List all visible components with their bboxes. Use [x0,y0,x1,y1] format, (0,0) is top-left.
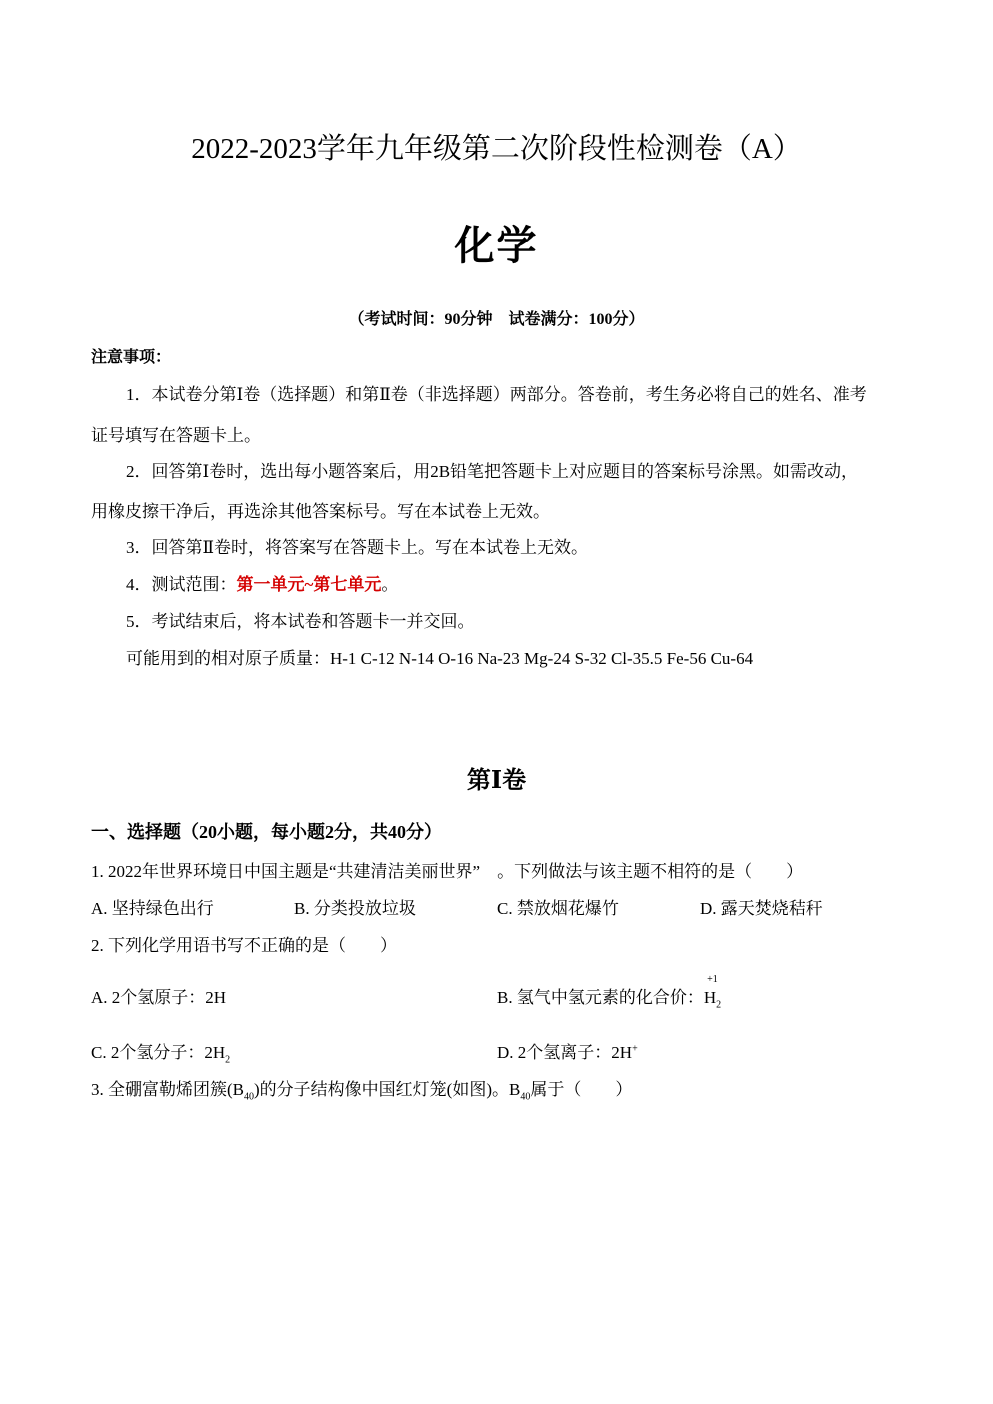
question-2-option-c [91,1038,230,1065]
notice-item-4 [126,570,398,595]
notice-title: 注意事项： [91,349,172,366]
notice-item-3: 3．回答第Ⅱ卷时，将答案写在答题卡上。写在本试卷上无效。 [126,538,589,557]
subject-title: 化学 [454,223,539,269]
valence-subscript: 2 [716,999,722,1011]
notice-item-5: 5．考试结束后，将本试卷和答题卡一并交回。 [126,612,475,631]
notice-item-4-prefix: 4．测试范围： [126,575,237,594]
section-title: 第Ⅰ卷 [466,768,527,794]
question-2-option-d-superscript: + [632,1043,638,1055]
valence-mark: +1 [707,974,718,985]
part-title: 一、选择题（20小题，每小题2分，共40分） [91,822,442,842]
question-2-option-b-text: B. 氢气中氢元素的化合价： [497,988,704,1007]
question-2-option-c-subscript: 2 [225,1054,231,1066]
question-2-stem: 2. 下列化学用语书写不正确的是（ ） [91,936,397,955]
exam-title: 2022-2023学年九年级第二次阶段性检测卷（A） [191,133,802,165]
question-2-option-b [497,974,722,1011]
notice-item-1-line-2: 证号填写在答题卡上。 [91,426,261,445]
question-1-stem: 1. 2022年世界环境日中国主题是“共建清洁美丽世界” 。下列做法与该主题不相符的是（ ） [91,862,804,881]
valence-element: H [703,988,717,1007]
question-3-stem-part-1: 3. 全硼富勒烯团簇(B [91,1080,244,1099]
question-1-option-c: C. 禁放烟花爆竹 [497,899,619,918]
question-2-option-d-text: D. 2个氢离子：2H [497,1043,633,1062]
atomic-masses: 可能用到的相对原子质量：H-1 C-12 N-14 O-16 Na-23 Mg-24 S-32 Cl-35.5 Fe-56 Cu-64 [126,649,754,668]
question-2-option-d [497,1038,638,1063]
question-2-option-a: A. 2个氢原子：2H [91,988,227,1007]
test-range: 第一单元~第七单元 [236,575,382,594]
notice-item-4-suffix: 。 [381,575,399,594]
notice-item-1-line-1: 1．本试卷分第Ⅰ卷（选择题）和第Ⅱ卷（非选择题）两部分。答卷前，考生务必将自己的姓名、准考 [126,385,867,404]
question-3-subscript-1: 40 [244,1091,254,1103]
question-1-option-a: A. 坚持绿色出行 [91,899,214,918]
question-3-stem [91,1075,632,1102]
question-3-subscript-2: 40 [520,1091,531,1103]
notice-item-2-line-2: 用橡皮擦干净后，再选涂其他答案标号。写在本试卷上无效。 [91,502,550,521]
notice-item-2-line-1: 2．回答第Ⅰ卷时，选出每小题答案后，用2B铅笔把答题卡上对应题目的答案标号涂黑。如需改动， [126,462,859,481]
valence-formula [703,974,722,1011]
question-3-stem-part-2: )的分子结构像中国红灯笼(如图)。B [254,1080,521,1099]
question-1-option-d: D. 露天焚烧秸秆 [700,899,823,918]
question-2-option-c-text: C. 2个氢分子：2H [91,1043,226,1062]
question-1-option-b: B. 分类投放垃圾 [294,899,416,918]
question-3-stem-part-3: 属于（ ） [530,1080,633,1099]
exam-info: （考试时间：90分钟 试卷满分：100分） [348,311,645,328]
